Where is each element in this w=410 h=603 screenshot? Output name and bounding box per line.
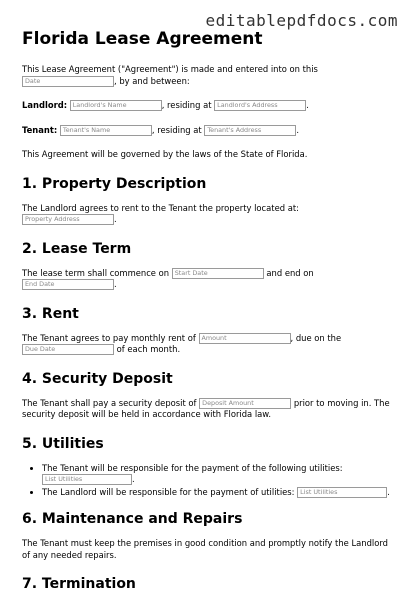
landlord-residing-text: , residing at (161, 100, 212, 110)
tenant-utilities-item: • The Tenant will be responsible for the payment of the following utilities: List Utilities . (42, 463, 392, 486)
lease-term-text-mid: and end on (266, 267, 314, 278)
tenant-utilities-text: The Tenant will be responsible for the payment of the following utilities: (42, 462, 343, 473)
intro-text: This Lease Agreement ("Agreement") is made and entered into on this (22, 64, 318, 74)
rent-heading: 3. Rent (22, 305, 79, 322)
tenant-name-field[interactable]: Tenant's Name (60, 125, 152, 136)
landlord-label: Landlord: (22, 100, 68, 110)
maintenance-text: The Tenant must keep the premises in good condition and promptly notify the Landlord of any needed repairs. (22, 538, 388, 560)
document-title: Florida Lease Agreement (22, 29, 263, 49)
landlord-utilities-item: • The Landlord will be responsible for the payment of utilities: List Utilities . (42, 487, 392, 499)
property-text: The Landlord agrees to rent to the Tenant the property located at: (22, 202, 299, 213)
landlord-utilities-field[interactable]: List Utilities (297, 487, 387, 498)
deposit-paragraph (22, 398, 392, 421)
deposit-text: The Tenant shall pay a security deposit of (22, 397, 197, 408)
section-lease-term (22, 240, 392, 291)
section-security-deposit (22, 370, 392, 421)
section-rent (22, 305, 392, 356)
governing-law-text: This Agreement will be governed by the laws of the State of Florida. (22, 149, 308, 159)
rent-text-mid: , due on the (290, 332, 342, 343)
document-page (22, 28, 392, 603)
rent-paragraph (22, 333, 392, 356)
rent-amount-field[interactable]: Amount (199, 333, 291, 344)
section-termination (22, 575, 392, 593)
section-utilities (22, 435, 392, 499)
tenant-line (22, 125, 392, 137)
property-paragraph: The Landlord agrees to rent to the Tenant the property located at: Property Address . (22, 202, 299, 224)
lease-term-heading: 2. Lease Term (22, 240, 132, 257)
rent-due-date-field[interactable]: Due Date (22, 344, 114, 355)
tenant-address-field[interactable]: Tenant's Address (204, 125, 296, 136)
deposit-heading: 4. Security Deposit (22, 370, 173, 387)
start-date-field[interactable]: Start Date (172, 268, 264, 279)
lease-term-text: The lease term shall commence on (22, 267, 170, 278)
section-property (22, 175, 392, 226)
landlord-name-field[interactable]: Landlord's Name (70, 100, 162, 111)
landlord-utilities-text: The Landlord will be responsible for the payment of utilities: (42, 486, 295, 497)
landlord-address-field[interactable]: Landlord's Address (214, 100, 306, 111)
tenant-residing-text: , residing at (151, 124, 202, 135)
rent-text: The Tenant agrees to pay monthly rent of (22, 332, 196, 343)
termination-heading: 7. Termination (22, 576, 136, 592)
utilities-heading: 5. Utilities (22, 435, 104, 452)
tenant-period: . (296, 124, 300, 135)
maintenance-heading: 6. Maintenance and Repairs (22, 511, 243, 527)
utilities-list (22, 463, 392, 499)
tenant-utilities-field[interactable]: List Utilities (42, 474, 132, 485)
tenant-label: Tenant: (22, 124, 58, 135)
agreement-date-field[interactable]: Date (22, 76, 114, 87)
deposit-text-end: prior to moving in. The security deposit will be held in accordance with Florida law. (22, 397, 390, 419)
property-address-field[interactable]: Property Address (22, 214, 114, 225)
intro-text-end: , by and between: (114, 75, 190, 86)
lease-term-paragraph: The lease term shall commence on Start Date and end on End Date . (22, 267, 314, 289)
intro-paragraph (22, 64, 392, 87)
property-heading: 1. Property Description (22, 175, 207, 192)
landlord-period: . (306, 100, 309, 110)
landlord-line (22, 100, 392, 112)
brand-watermark: editablepdfdocs.com (205, 11, 398, 30)
section-maintenance (22, 510, 392, 561)
end-date-field[interactable]: End Date (22, 279, 114, 290)
deposit-amount-field[interactable]: Deposit Amount (199, 398, 291, 409)
rent-text-end: of each month. (116, 344, 181, 354)
